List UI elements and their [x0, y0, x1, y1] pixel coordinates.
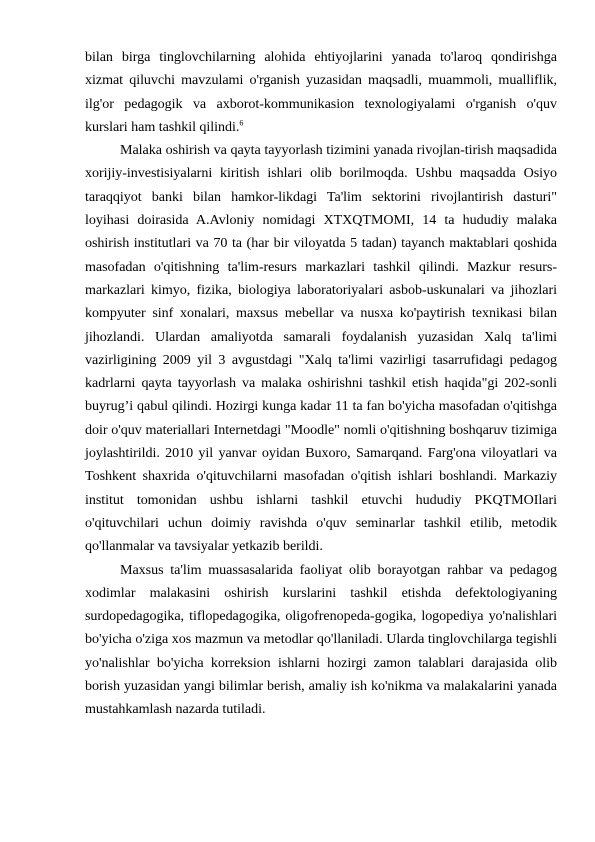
paragraph-1-text: bilan birga tinglovchilarning alohida ehtiyojlarini yanada to'laroq qondirishga xizmat qiluvchi mavzulami o'rganish yuzasidan maqsadli, muammoli, mualliflik, ilg'or pedagogik va axborot-kommunikasion texnologiyalami o'rganish o'quv kurslari ham tashkil qilindi.: [85, 49, 557, 135]
paragraph-2: [85, 139, 557, 558]
paragraph-3-text: Maxsus ta'lim muassasalarida faoliyat olib borayotgan rahbar va pedagog xodimlar malakasini oshirish kurslarini tashkil etishda defektologiyaning surdopedagogika, tiflopedagogika, oligofrenopeda-gogika, logopediya yo'nalishlari bo'yicha o'ziga xos mazmun va metodlar qo'llaniladi. Ularda tinglovchilarga tegishli yo'nalishlar bo'yicha korreksion ishlarni hozirgi zamon talablari darajasida olib borish yuzasidan yangi bilimlar berish, amaliy ish ko'nikma va malakalarini yanada mustahkamlash nazarda tutiladi.: [85, 561, 557, 718]
document-page: [85, 46, 557, 722]
footnote-marker[interactable]: 6: [239, 118, 244, 128]
paragraph-3: [85, 559, 557, 722]
paragraph-2-text: Malaka oshirish va qayta tayyorlash tizimini yanada rivojlan-tirish maqsadida xorijiy-investisiyalarni kiritish ishlari olib borilmoqda. Ushbu maqsadda Osiyo taraqqiyot banki bilan hamkor-likdagi Ta'lim sektorini rivojlantirish dasturi" loyihasi doirasida A.Avloniy nomidagi XTXQTMOMI, 14 ta hududiy malaka oshirish institutlari va 70 ta (har bir viloyatda 5 tadan) tayanch maktablari qoshida masofadan o'qitishning ta'lim-resurs markazlari tashkil qilindi. Mazkur resurs-markazlari kimyo, fizika, biologiya laboratoriyalari asbob-uskunalari va jihozlari kompyuter sinf xonalari, maxsus mebellar va nusxa ko'paytirish texnikasi bilan jihozlandi. Ulardan amaliyotda samarali foydalanish yuzasidan Xalq ta'limi vazirligining 2009 yil 3 avgustdagi "Xalq ta'limi vazirligi tasarrufidagi pedagog kadrlarni qayta tayyorlash va malaka oshirishni tashkil etish haqida"gi 202-sonli buyrug’i qabul qilindi. Hozirgi kunga kadar 11 ta fan bo'yicha masofadan o'qitishga doir o'quv materiallari Internetdagi "Moodle" nomli o'qitishning boshqaruv tizimiga joylashtirildi. 2010 yil yanvar oyidan Buxoro, Samarqand. Farg'ona viloyatlari va Toshkent shaxrida o'qituvchilarni masofadan o'qitish ishlari boshlandi. Markaziy institut tomonidan ushbu ishlarni tashkil etuvchi hududiy PKQTMOIlari o'qituvchilari uchun doimiy ravishda o'quv seminarlar tashkil etilib, metodik qo'llanmalar va tavsiyalar yetkazib berildi.: [85, 142, 557, 555]
paragraph-1: [85, 46, 557, 139]
